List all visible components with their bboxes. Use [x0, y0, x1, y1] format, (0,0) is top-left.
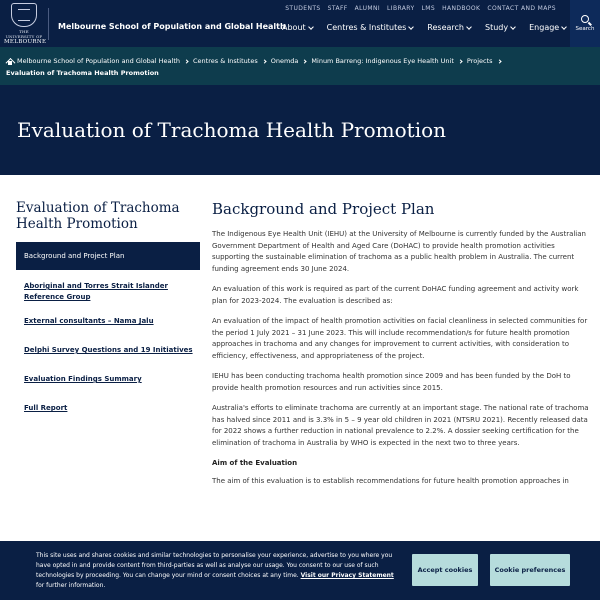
breadcrumb-item[interactable]: Melbourne School of Population and Global Health [17, 57, 181, 65]
paragraph: The aim of this evaluation is to establish recommendations for future health promotion approaches in [212, 477, 569, 485]
utility-lms[interactable]: LMS [421, 5, 436, 12]
logo-line2: MELBOURNE [4, 39, 47, 45]
chevron-down-icon [561, 24, 567, 30]
sidebar-item-full-report[interactable]: Full Report [24, 404, 68, 412]
utility-contact[interactable]: CONTACT AND MAPS [487, 5, 556, 12]
chevron-down-icon [308, 24, 314, 30]
sidebar-title: Evaluation of Trachoma Health Promotion [16, 200, 180, 232]
breadcrumb [0, 47, 600, 85]
accept-cookies-button[interactable]: Accept cookies [412, 554, 478, 586]
cookie-text [36, 551, 400, 591]
nav-engage[interactable] [529, 23, 566, 32]
nav-research[interactable] [427, 23, 471, 32]
chevron-down-icon [510, 24, 516, 30]
nav-centres[interactable] [327, 23, 414, 32]
nav-research-label: Research [427, 23, 464, 32]
paragraph: An evaluation of the impact of health promotion activities on facial cleanliness in selected communities for the period 1 July 2021 – 31 June 2023. This will include recommendation/s for future health promotion approaches in trachoma and any changes for improvement to current activities, with consideration to efficiency, effectiveness, and appropriateness of the project. [212, 317, 588, 360]
site-header [0, 0, 600, 47]
crest-icon [11, 3, 37, 27]
paragraph: IEHU has been conducting trachoma health promotion since 2009 and has been funded by the DoH to provide health promotion resources and run activities since 2015. [212, 372, 571, 392]
page-title: Evaluation of Trachoma Health Promotion [17, 118, 447, 142]
search-label: Search [575, 26, 595, 32]
aim-heading: Aim of the Evaluation [212, 459, 298, 467]
nav-study[interactable] [485, 23, 515, 32]
nav-about-label: About [282, 23, 306, 32]
sidebar-item-consultants[interactable]: External consultants – Nama Jalu [24, 317, 154, 325]
utility-handbook[interactable]: HANDBOOK [442, 5, 481, 12]
nav-engage-label: Engage [529, 23, 560, 32]
utility-alumni[interactable]: ALUMNI [354, 5, 381, 12]
utility-staff[interactable]: STAFF [327, 5, 348, 12]
page-hero [0, 85, 600, 175]
breadcrumb-item[interactable]: Projects [466, 57, 493, 65]
utility-library[interactable]: LIBRARY [387, 5, 415, 12]
main-content [212, 200, 590, 488]
cookie-tail: for further information. [36, 582, 106, 589]
breadcrumb-current: Evaluation of Trachoma Health Promotion [6, 69, 159, 77]
chevron-right-icon [497, 59, 501, 63]
utility-students[interactable]: STUDENTS [285, 5, 321, 12]
search-icon [581, 15, 589, 23]
search-button[interactable] [570, 0, 600, 47]
header-divider [48, 8, 49, 40]
home-icon[interactable] [6, 58, 14, 65]
chevron-right-icon [458, 59, 462, 63]
paragraph: The Indigenous Eye Health Unit (IEHU) at the University of Melbourne is currently funded by the Australian Government Department of Health and Aged Care (DoHAC) to provide health promotion activities supporting the sustainable elimination of trachoma as a public health problem in Australia. The current funding agreement ends 30 June 2024. [212, 230, 586, 273]
sidebar-item-findings[interactable]: Evaluation Findings Summary [24, 375, 142, 383]
sidebar-item-background[interactable]: Background and Project Plan [16, 242, 200, 270]
chevron-down-icon [408, 24, 414, 30]
content-heading: Background and Project Plan [212, 200, 435, 218]
school-name[interactable]: Melbourne School of Population and Global Health [58, 22, 286, 31]
section-sidebar [16, 200, 200, 414]
nav-centres-label: Centres & Institutes [326, 23, 407, 32]
privacy-statement-link[interactable]: Visit our Privacy Statement [300, 572, 394, 579]
cookie-message: This site uses and shares cookies and similar technologies to personalise your experience, advertise to you where you have opted in and provide content from third-parties as well as analyse our usage. You consent to our use of such technologies by proceeding. You can change your mind or consent choices at any time. [36, 552, 393, 579]
breadcrumb-item[interactable]: Minum Barreng: Indigenous Eye Health Unit [311, 57, 454, 65]
cookie-preferences-button[interactable]: Cookie preferences [490, 554, 570, 586]
breadcrumb-item[interactable]: Centres & Institutes [193, 57, 258, 65]
chevron-down-icon [466, 24, 472, 30]
main-nav [282, 23, 566, 32]
nav-about[interactable] [282, 23, 313, 32]
breadcrumb-item[interactable]: Onemda [270, 57, 299, 65]
sidebar-item-reference-group[interactable]: Aboriginal and Torres Strait Islander Reference Group [24, 282, 168, 301]
paragraph: An evaluation of this work is required as part of the current DoHAC funding agreement and activity work plan for 2023-2024. The evaluation is described as: [212, 285, 579, 305]
nav-study-label: Study [485, 23, 509, 32]
paragraph: Australia's efforts to eliminate trachoma are currently at an important stage. The national rate of trachoma has halved since 2011 and is 3.3% in 5 – 9 year old children in 2021 (NTSRU 2021). Recently released data for 2022 shows a further reduction in national prevalence to 2.2%. A dossier seeking certification for the elimination of trachoma in Australia by WHO is expected in the next two to three years. [212, 404, 589, 447]
university-logo[interactable] [4, 3, 47, 45]
utility-nav [285, 5, 556, 12]
sidebar-item-delphi[interactable]: Delphi Survey Questions and 19 Initiatives [24, 346, 193, 354]
cookie-banner [0, 541, 600, 600]
chevron-right-icon [303, 59, 307, 63]
logo-line1: THE UNIVERSITY OF [5, 29, 43, 39]
chevron-right-icon [262, 59, 266, 63]
chevron-right-icon [184, 59, 188, 63]
